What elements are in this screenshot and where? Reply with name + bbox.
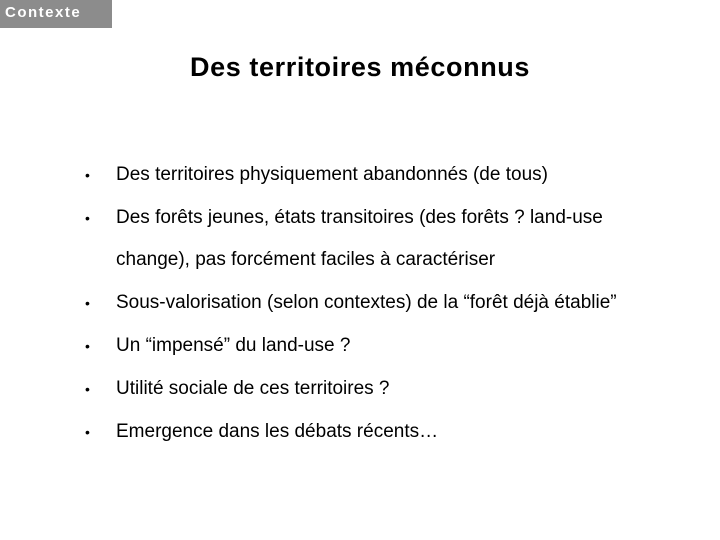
bullet-item [84, 411, 654, 453]
bullet-item [84, 154, 654, 196]
bullet-item [84, 368, 654, 410]
bullet-text: Des forêts jeunes, états transitoires (des forêts ? land-use change), pas forcément faciles à caractériser [116, 207, 603, 270]
bullet-dot-icon: • [85, 381, 90, 397]
bullet-list [84, 154, 654, 454]
bullet-text: Un “impensé” du land-use ? [116, 335, 351, 356]
section-tag: Contexte [0, 0, 112, 28]
bullet-dot-icon: • [85, 338, 90, 354]
bullet-dot-icon: • [85, 167, 90, 183]
bullet-text: Utilité sociale de ces territoires ? [116, 378, 390, 399]
bullet-text: Emergence dans les débats récents… [116, 421, 439, 442]
bullet-item [84, 282, 654, 324]
bullet-item [84, 197, 654, 281]
bullet-text: Des territoires physiquement abandonnés (de tous) [116, 164, 548, 185]
bullet-dot-icon: • [85, 210, 90, 226]
bullet-item [84, 325, 654, 367]
bullet-text: Sous-valorisation (selon contextes) de la “forêt déjà établie” [116, 292, 617, 313]
bullet-dot-icon: • [85, 424, 90, 440]
bullet-dot-icon: • [85, 295, 90, 311]
slide-title: Des territoires méconnus [189, 52, 530, 82]
